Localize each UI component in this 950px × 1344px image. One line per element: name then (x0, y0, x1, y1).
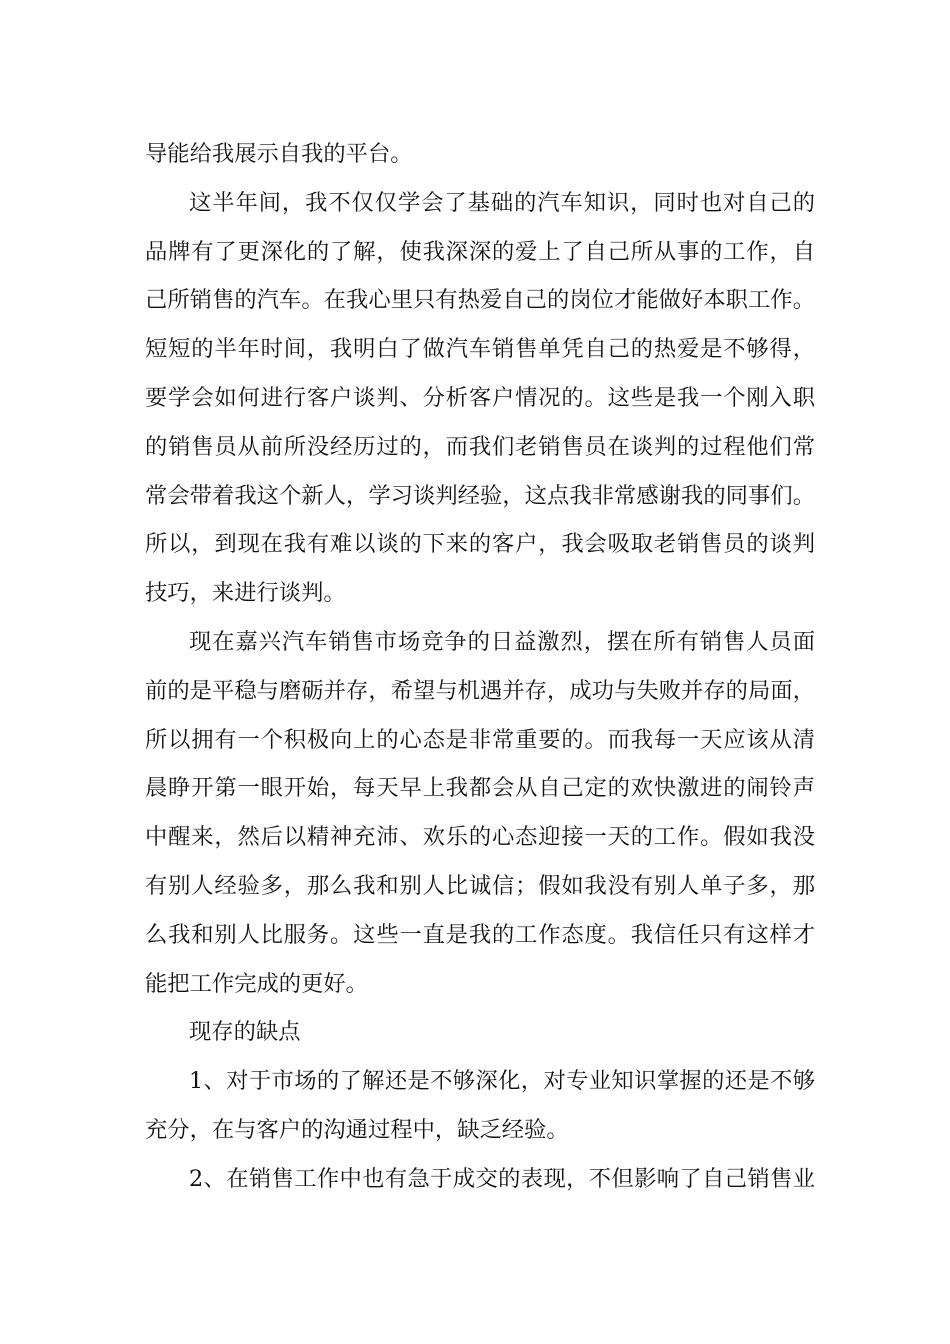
text-line: 现在嘉兴汽车销售市场竞争的日益激烈，摆在所有销售人员面 (189, 628, 815, 655)
document-body (145, 130, 815, 1204)
text-line: 中醒来，然后以精神充沛、欢乐的心态迎接一天的工作。假如我没 (145, 824, 815, 851)
text-line: 常会带着我这个新人，学习谈判经验，这点我非常感谢我的同事们。 (145, 482, 815, 509)
text-line: 要学会如何进行客户谈判、分析客户情况的。这些是我一个刚入职 (145, 384, 815, 411)
text-line: 能把工作完成的更好。 (145, 970, 368, 997)
text-line: 的销售员从前所没经历过的，而我们老销售员在谈判的过程他们常 (145, 433, 815, 460)
text-line: 短短的半年时间，我明白了做汽车销售单凭自己的热爱是不够得， (145, 336, 815, 363)
text-line: 导能给我展示自我的平台。 (145, 141, 413, 167)
text-line: 所以拥有一个积极向上的心态是非常重要的。而我每一天应该从清 (145, 726, 815, 753)
text-line: 现存的缺点 (189, 1019, 301, 1046)
text-line: 充分，在与客户的沟通过程中，缺乏经验。 (145, 1116, 569, 1143)
text-line: 技巧，来进行谈判。 (145, 580, 346, 607)
text-line: 这半年间，我不仅仅学会了基础的汽车知识，同时也对自己的 (189, 189, 815, 216)
text-line: 1、对于市场的了解还是不够深化，对专业知识掌握的还是不够 (189, 1068, 815, 1095)
text-line: 所以，到现在我有难以谈的下来的客户，我会吸取老销售员的谈判 (145, 531, 815, 558)
text-line: 晨睁开第一眼开始，每天早上我都会从自己定的欢快激进的闹铃声 (145, 775, 815, 802)
text-line: 前的是平稳与磨砺并存，希望与机遇并存，成功与失败并存的局面， (145, 677, 815, 704)
text-line: 品牌有了更深化的了解，使我深深的爱上了自己所从事的工作，自 (145, 238, 815, 265)
text-line: 2、在销售工作中也有急于成交的表现，不但影响了自己销售业 (189, 1165, 815, 1192)
text-line: 己所销售的汽车。在我心里只有热爱自己的岗位才能做好本职工作。 (145, 287, 815, 314)
text-line: 有别人经验多，那么我和别人比诚信；假如我没有别人单子多，那 (145, 872, 815, 899)
text-line: 么我和别人比服务。这些一直是我的工作态度。我信任只有这样才 (145, 921, 815, 948)
